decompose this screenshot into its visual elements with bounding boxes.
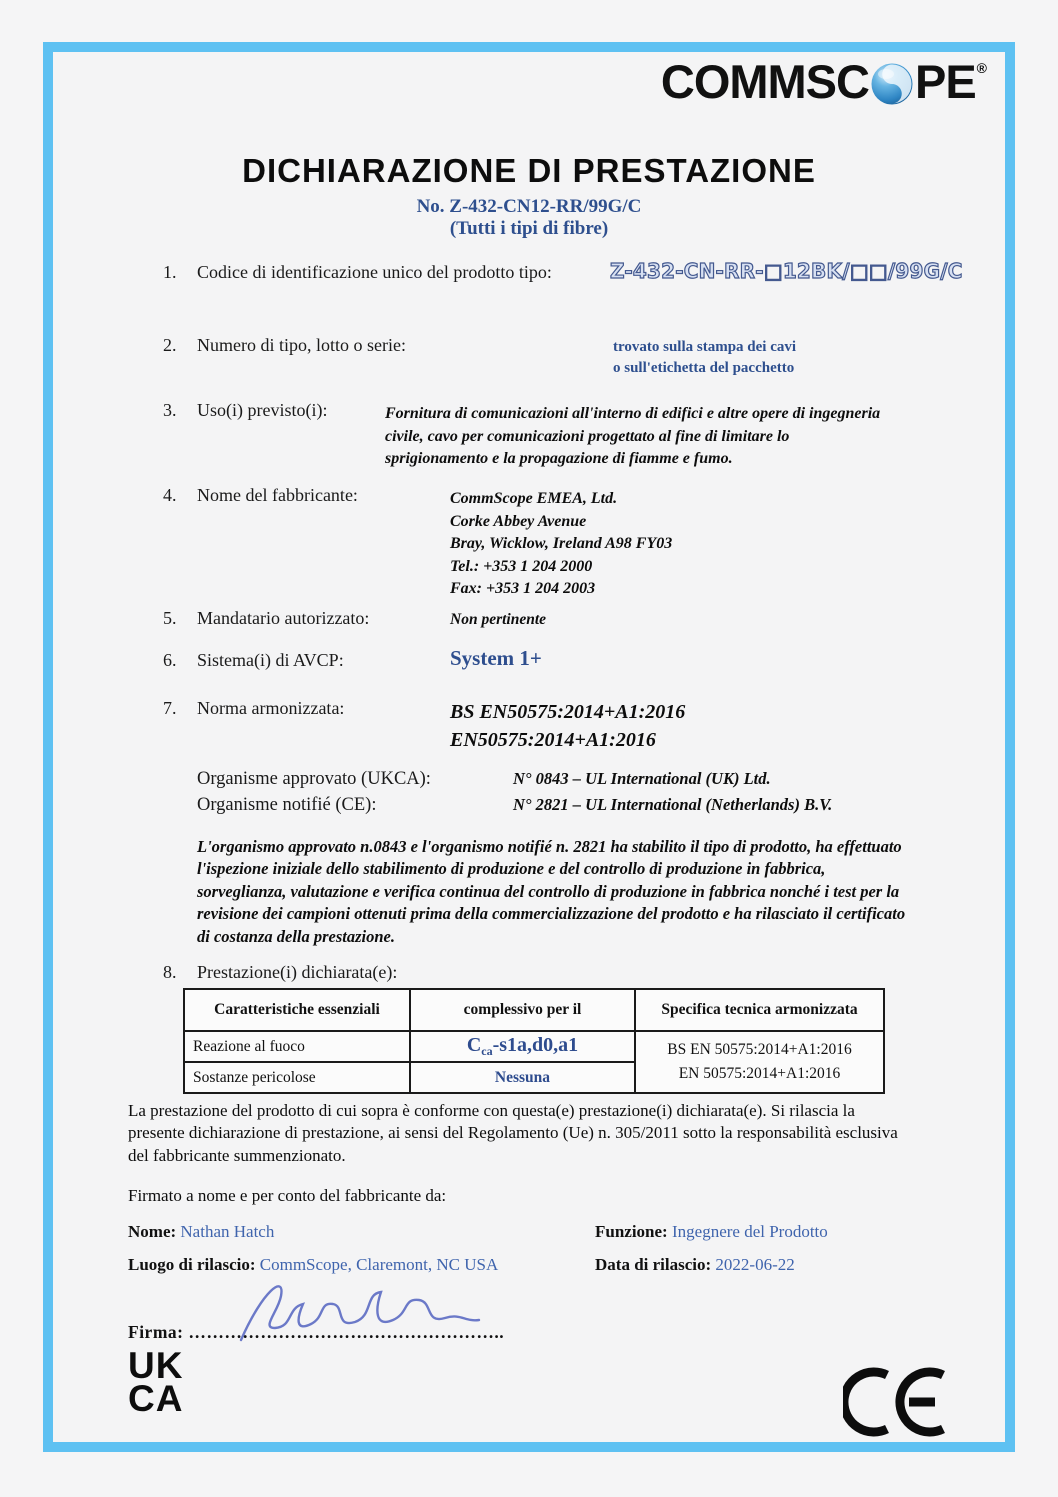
function-label: Funzione:: [595, 1222, 668, 1241]
name-function-row: [128, 1222, 985, 1242]
date-value: 2022-06-22: [715, 1255, 795, 1274]
commscope-logo: [661, 54, 985, 109]
place-value: CommScope, Claremont, NC USA: [259, 1255, 499, 1274]
approved-body-value: N° 0843 – UL International (UK) Ltd.: [513, 769, 771, 788]
col-header-performance: complessivo per il: [410, 989, 635, 1031]
authorized-rep-value: Non pertinente: [450, 611, 547, 628]
ukca-line1: UK: [128, 1345, 184, 1386]
place-label: Luogo di rilascio:: [128, 1255, 256, 1274]
item-label: Codice di identificazione unico del prodotto tipo:: [197, 262, 552, 282]
item-number: 5.: [163, 608, 177, 628]
logo-text-right: PE: [914, 55, 976, 108]
table-row: [184, 1031, 884, 1062]
ukca-line2: CA: [128, 1378, 184, 1419]
item-label: Uso(i) previsto(i):: [197, 400, 328, 420]
notified-body-row: [53, 792, 1005, 822]
item-label: Numero di tipo, lotto o serie:: [197, 335, 406, 355]
certification-statement: L'organismo approvato n.0843 e l'organismo notifié n. 2821 ha stabilito il tipo di prodotto, ha effettuato l'ispezione iniziale dello stabilimento di produzione e del controllo di produzione in fabbrica, sorveglianza, valutazione e verifica continua del controllo di produzione in fabbrica nonché i test per la revisione dei campioni ottenuti prima della commercializzazione del prodotto e ha rilasciato il certificato di costanza della prestazione.: [197, 837, 906, 946]
fire-class-rest: -s1a,d0,a1: [492, 1034, 579, 1056]
col-header-specification: Specifica tecnica armonizzata: [635, 989, 884, 1031]
item-intended-use: [53, 400, 1005, 480]
manufacturer-address: [450, 488, 672, 601]
manufacturer-line: Tel.: +353 1 204 2000: [450, 557, 593, 575]
manufacturer-line: CommScope EMEA, Ltd.: [450, 490, 618, 507]
name-label: Nome:: [128, 1222, 177, 1241]
manufacturer-line: Fax: +353 1 204 2003: [450, 580, 596, 597]
signature-row: [128, 1322, 504, 1343]
manufacturer-line: Bray, Wicklow, Ireland A98 FY03: [450, 535, 673, 552]
function-value: Ingegnere del Prodotto: [671, 1222, 828, 1241]
item-number: 1.: [163, 262, 177, 282]
document-number: No. Z-432-CN12-RR/99G/C: [416, 196, 642, 217]
fire-class-subscript: ca: [481, 1044, 493, 1058]
item-label: Mandatario autorizzato:: [197, 608, 370, 628]
signed-by-intro: Firmato a nome e per conto del fabbricante da:: [128, 1186, 447, 1205]
fire-class-main: C: [466, 1034, 482, 1056]
serial-value-line: trovato sulla stampa dei cavi: [613, 339, 797, 355]
approved-body-label: Organisme approvato (UKCA):: [197, 769, 431, 789]
performance-table: [183, 988, 885, 1094]
item-number: 8.: [163, 962, 177, 982]
signature-dotted-line: ……………………………………………..: [188, 1322, 505, 1342]
notified-body-value: N° 2821 – UL International (Netherlands) B.V.: [513, 795, 833, 814]
fire-class-cell: [410, 1031, 635, 1062]
manufacturer-line: Corke Abbey Avenue: [450, 512, 587, 530]
avcp-system-value: System 1+: [450, 646, 542, 670]
characteristic-cell: Reazione al fuoco: [184, 1031, 410, 1062]
hazardous-substances-cell: Nessuna: [410, 1062, 635, 1093]
table-header-row: [184, 989, 884, 1031]
document-frame: [43, 42, 1015, 1452]
date-label: Data di rilascio:: [595, 1255, 712, 1274]
item-number: 6.: [163, 650, 177, 670]
item-label: Prestazione(i) dichiarata(e):: [197, 962, 398, 982]
document-scope: (Tutti i tipi di fibre): [449, 218, 609, 239]
item-avcp-system: [53, 646, 1005, 682]
specification-cell: [635, 1031, 884, 1093]
spec-line: EN 50575:2014+A1:2016: [678, 1065, 841, 1082]
standard-line: EN50575:2014+A1:2016: [450, 729, 656, 751]
item-number: 7.: [163, 698, 177, 718]
page-title: DICHIARAZIONE DI PRESTAZIONE: [242, 152, 816, 189]
logo-text-left: COMMSC: [660, 55, 869, 108]
conformity-statement: La prestazione del prodotto di cui sopra è conforme con questa(e) prestazione(i) dichiarata(e). Si rilascia la presente dichiarazione di prestazione, ai sensi del Regolamento (Ue) n. 305/2011 sotto la responsabilità esclusiva del fabbricante summenzionato.: [128, 1101, 898, 1165]
standard-line: BS EN50575:2014+A1:2016: [450, 701, 686, 723]
intended-use-value: Fornitura di comunicazioni all'interno di edifici e altre opere di ingegneria civile, cavo per comunicazioni progettato al fine di limitare lo sprigionamento e la propagazione di fiamme e fumo.: [385, 405, 881, 467]
item-label: Nome del fabbricante:: [197, 485, 358, 505]
name-value: Nathan Hatch: [180, 1222, 275, 1241]
item-label: Norma armonizzata:: [197, 698, 345, 718]
notified-body-label: Organisme notifié (CE):: [197, 795, 377, 815]
item-harmonized-standard: [53, 698, 1005, 758]
item-declared-performance: [53, 962, 1005, 988]
ce-mark-icon: [843, 1365, 953, 1443]
item-number: 2.: [163, 335, 177, 355]
ukca-mark-icon: [128, 1345, 184, 1419]
spec-line: BS EN 50575:2014+A1:2016: [667, 1041, 852, 1058]
product-code-value: Z-432-CN-RR-□12BK/□□/99G/C: [610, 259, 963, 283]
item-manufacturer: [53, 485, 1005, 605]
serial-number-value: [613, 337, 796, 379]
signature-label: Firma:: [128, 1322, 184, 1342]
item-authorized-rep: [53, 608, 1005, 638]
serial-value-line: o sull'etichetta del pacchetto: [613, 360, 795, 376]
item-label: Sistema(i) di AVCP:: [197, 650, 344, 670]
harmonized-standard-value: [450, 698, 685, 754]
item-product-code: [53, 259, 1005, 292]
item-serial-number: [53, 335, 1005, 385]
registered-mark: ®: [976, 59, 986, 76]
commscope-globe-icon: [870, 62, 914, 106]
characteristic-cell: Sostanze pericolose: [184, 1062, 410, 1093]
col-header-characteristics: Caratteristiche essenziali: [184, 989, 410, 1031]
item-number: 4.: [163, 485, 177, 505]
item-number: 3.: [163, 400, 177, 420]
